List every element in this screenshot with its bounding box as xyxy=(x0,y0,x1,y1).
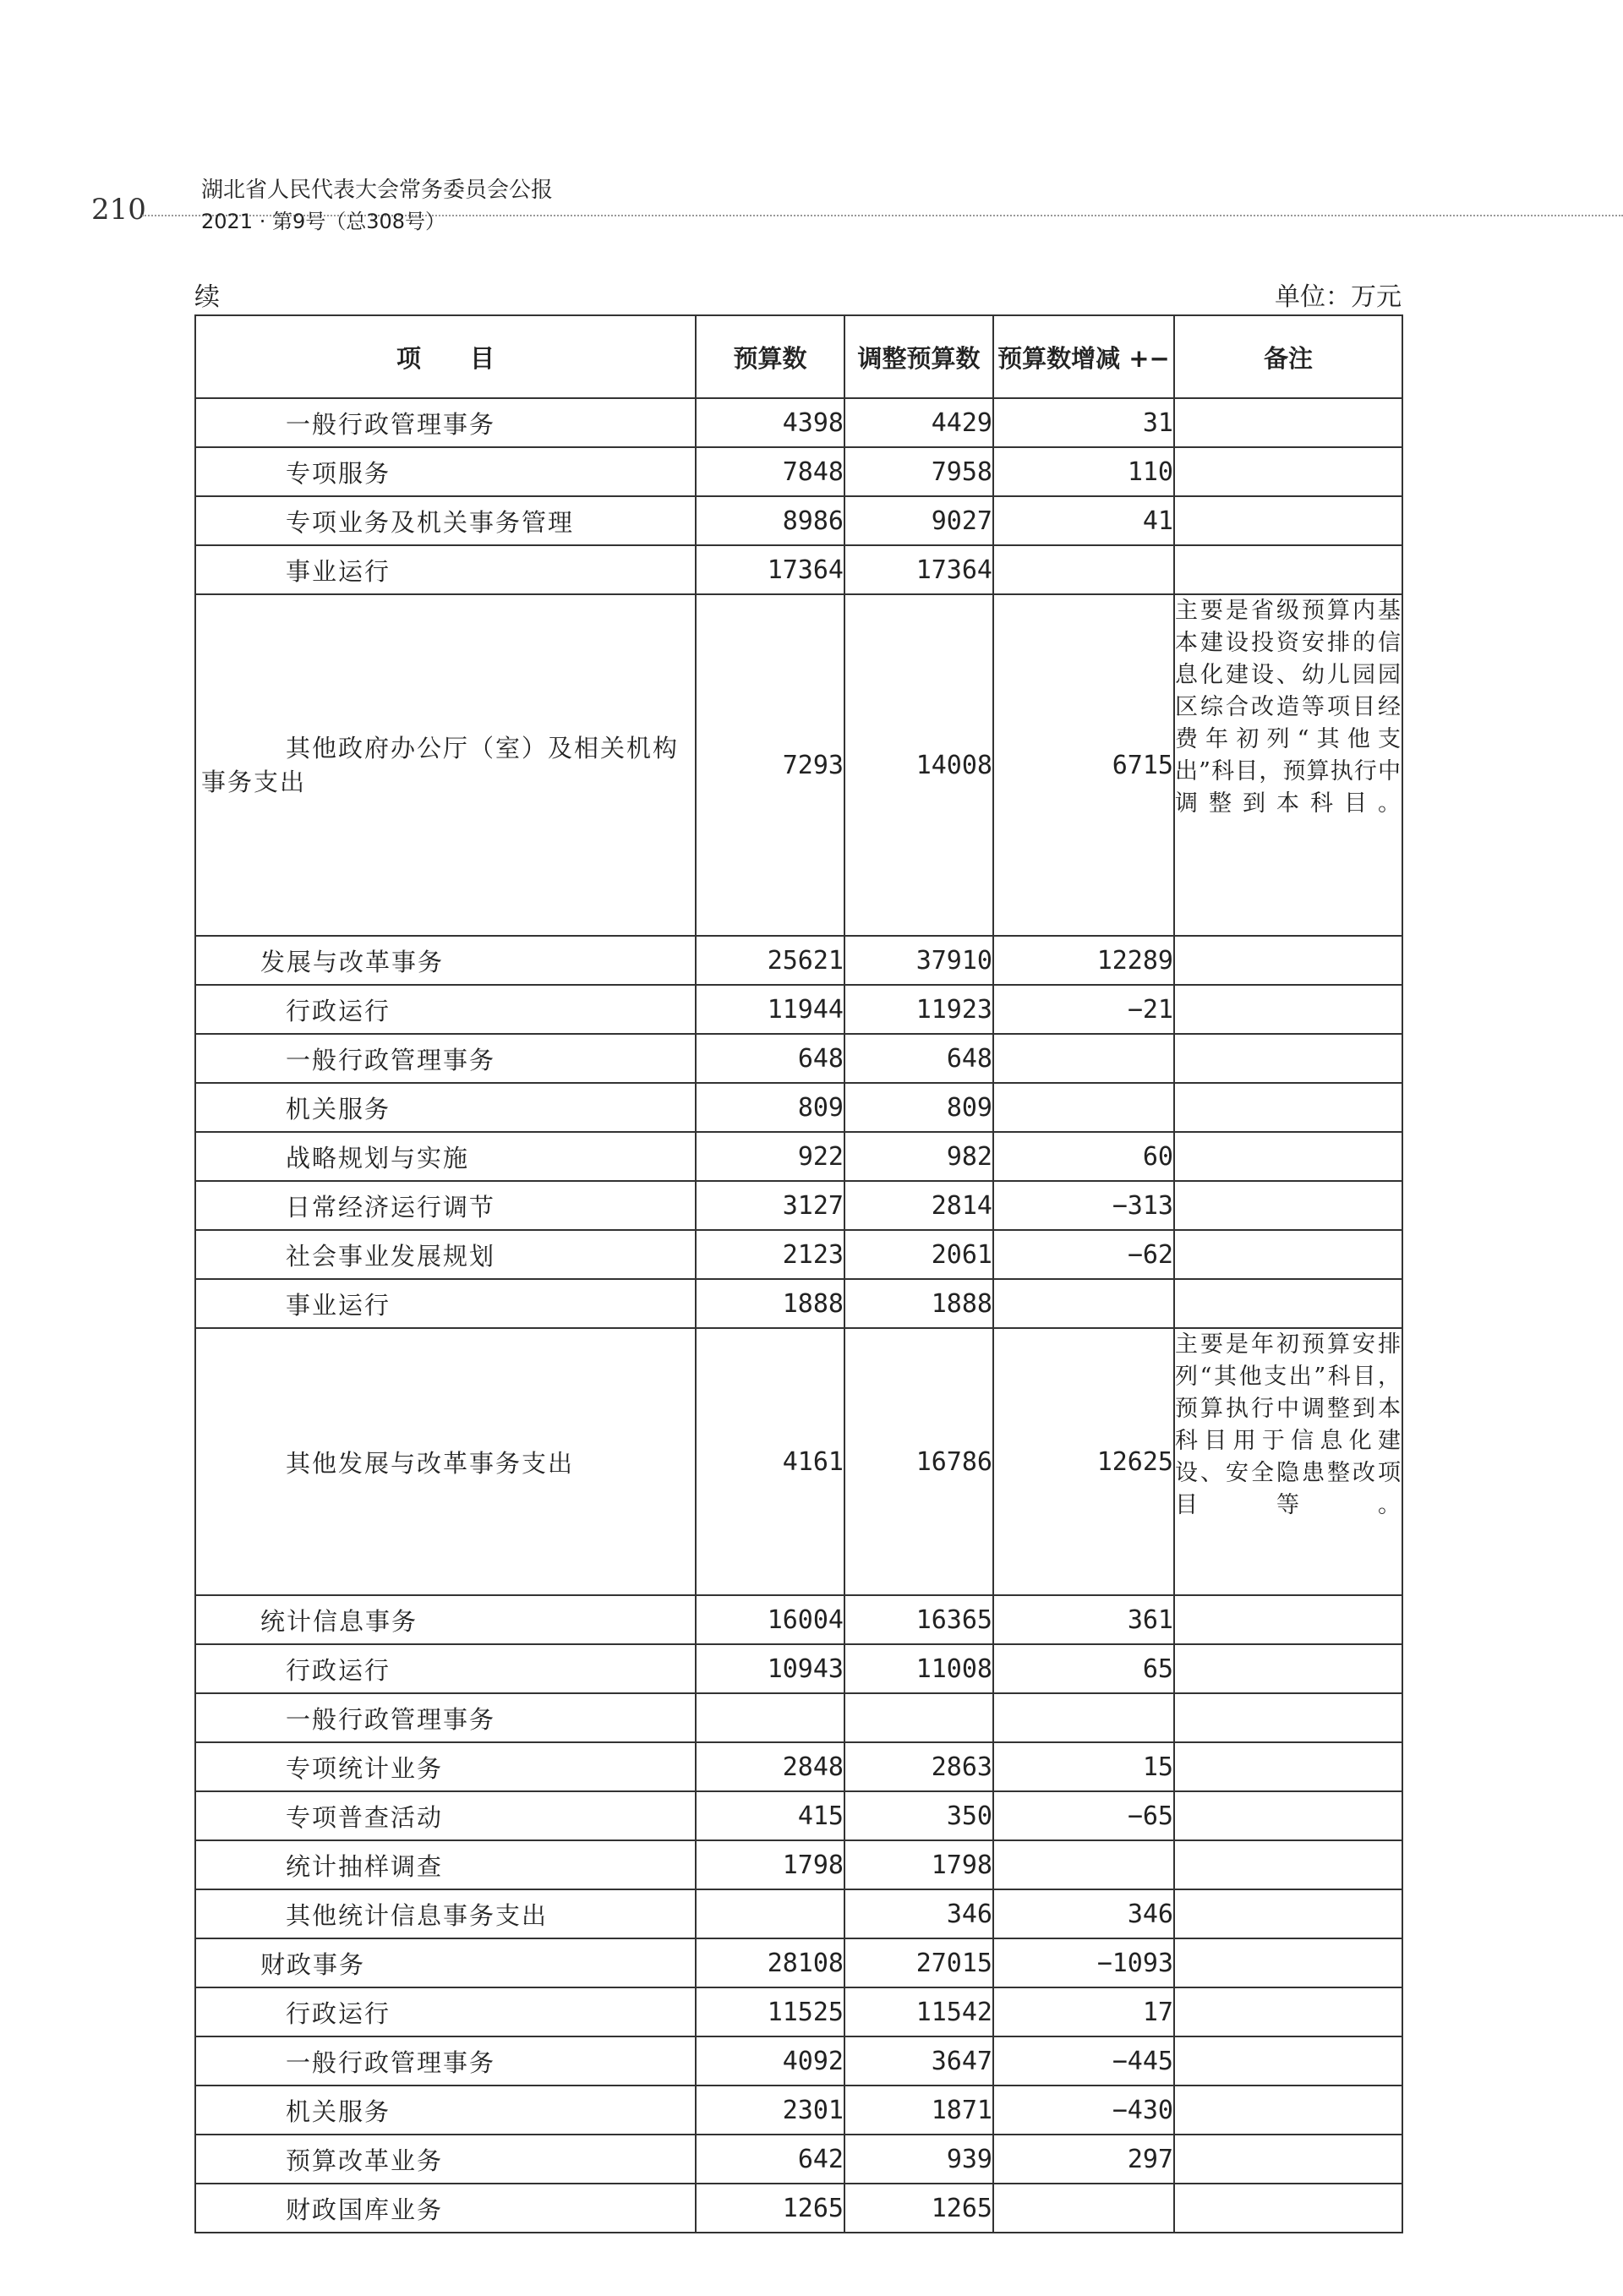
table-row xyxy=(195,2184,1402,2233)
table-row xyxy=(195,496,1402,545)
table-row xyxy=(195,1595,1402,1644)
row-adjusted-value xyxy=(844,1693,993,1742)
row-budget-value: 2123 xyxy=(696,1230,844,1279)
table-header-row xyxy=(195,315,1402,398)
row-budget-value: 1265 xyxy=(696,2184,844,2233)
row-note xyxy=(1174,1742,1402,1791)
row-item-name: 行政运行 xyxy=(195,1644,696,1693)
row-change-value: −430 xyxy=(993,2086,1174,2135)
row-note xyxy=(1174,545,1402,594)
row-adjusted-value: 1871 xyxy=(844,2086,993,2135)
row-adjusted-value: 17364 xyxy=(844,545,993,594)
row-item-name: 事业运行 xyxy=(195,1279,696,1328)
row-note xyxy=(1174,496,1402,545)
table-row xyxy=(195,1644,1402,1693)
row-item-name: 事业运行 xyxy=(195,545,696,594)
row-item-name: 一般行政管理事务 xyxy=(195,2036,696,2086)
row-item-name: 其他发展与改革事务支出 xyxy=(195,1328,696,1595)
row-item-name: 机关服务 xyxy=(195,2086,696,2135)
row-item-name: 统计抽样调查 xyxy=(195,1840,696,1889)
row-change-value: 12289 xyxy=(993,936,1174,985)
row-item-name: 行政运行 xyxy=(195,985,696,1034)
row-change-value xyxy=(993,1693,1174,1742)
row-adjusted-value: 346 xyxy=(844,1889,993,1938)
row-change-value: 65 xyxy=(993,1644,1174,1693)
table-row xyxy=(195,594,1402,936)
table-row xyxy=(195,1181,1402,1230)
row-note xyxy=(1174,2086,1402,2135)
row-item-name: 社会事业发展规划 xyxy=(195,1230,696,1279)
row-adjusted-value: 16365 xyxy=(844,1595,993,1644)
row-change-value xyxy=(993,1034,1174,1083)
row-item-name: 其他统计信息事务支出 xyxy=(195,1889,696,1938)
row-item-name: 专项普查活动 xyxy=(195,1791,696,1840)
table-row xyxy=(195,2036,1402,2086)
row-adjusted-value: 4429 xyxy=(844,398,993,447)
row-budget-value: 16004 xyxy=(696,1595,844,1644)
row-note xyxy=(1174,2135,1402,2184)
row-change-value xyxy=(993,1840,1174,1889)
row-item-name: 统计信息事务 xyxy=(195,1595,696,1644)
row-adjusted-value: 2061 xyxy=(844,1230,993,1279)
table-row xyxy=(195,545,1402,594)
table-row xyxy=(195,1230,1402,1279)
table-row xyxy=(195,1840,1402,1889)
row-item-name: 一般行政管理事务 xyxy=(195,1034,696,1083)
unit-label: 单位：万元 xyxy=(1275,282,1402,312)
row-budget-value: 2301 xyxy=(696,2086,844,2135)
row-change-value: −62 xyxy=(993,1230,1174,1279)
row-note xyxy=(1174,1595,1402,1644)
row-item-name: 日常经济运行调节 xyxy=(195,1181,696,1230)
row-budget-value: 922 xyxy=(696,1132,844,1181)
row-budget-value: 4161 xyxy=(696,1328,844,1595)
row-note xyxy=(1174,1230,1402,1279)
row-change-value: 12625 xyxy=(993,1328,1174,1595)
row-change-value: −1093 xyxy=(993,1938,1174,1987)
row-note xyxy=(1174,1034,1402,1083)
row-note xyxy=(1174,398,1402,447)
table-row xyxy=(195,1987,1402,2036)
table-row xyxy=(195,2086,1402,2135)
row-note xyxy=(1174,1938,1402,1987)
row-budget-value: 2848 xyxy=(696,1742,844,1791)
row-budget-value: 11944 xyxy=(696,985,844,1034)
publication-title: 湖北省人民代表大会常务委员会公报 xyxy=(201,178,554,203)
row-change-value xyxy=(993,1083,1174,1132)
row-note xyxy=(1174,1840,1402,1889)
row-budget-value: 809 xyxy=(696,1083,844,1132)
continued-label: 续 xyxy=(194,282,220,312)
row-adjusted-value: 2814 xyxy=(844,1181,993,1230)
table-row xyxy=(195,1938,1402,1987)
table-row xyxy=(195,2135,1402,2184)
row-change-value: 297 xyxy=(993,2135,1174,2184)
row-change-value: 17 xyxy=(993,1987,1174,2036)
row-adjusted-value: 37910 xyxy=(844,936,993,985)
row-item-name: 预算改革业务 xyxy=(195,2135,696,2184)
column-header-item: 项 目 xyxy=(195,315,696,398)
row-note xyxy=(1174,1083,1402,1132)
budget-table xyxy=(194,314,1403,2233)
row-budget-value xyxy=(696,1693,844,1742)
row-adjusted-value: 7958 xyxy=(844,447,993,496)
table-row xyxy=(195,1034,1402,1083)
row-note: 主要是省级预算内基本建设投资安排的信息化建设、幼儿园园区综合改造等项目经费年初列“其他支出”科目，预算执行中调整到本科目。 xyxy=(1174,594,1402,936)
row-item-name: 战略规划与实施 xyxy=(195,1132,696,1181)
row-note xyxy=(1174,447,1402,496)
row-change-value: −445 xyxy=(993,2036,1174,2086)
table-row xyxy=(195,1132,1402,1181)
page-number: 210 xyxy=(91,193,146,227)
table-body xyxy=(195,398,1402,2233)
row-item-name: 专项统计业务 xyxy=(195,1742,696,1791)
row-item-name: 发展与改革事务 xyxy=(195,936,696,985)
row-change-value: 31 xyxy=(993,398,1174,447)
row-change-value: 361 xyxy=(993,1595,1174,1644)
row-item-name: 行政运行 xyxy=(195,1987,696,2036)
table-row xyxy=(195,398,1402,447)
row-item-name: 一般行政管理事务 xyxy=(195,1693,696,1742)
table-row xyxy=(195,985,1402,1034)
column-header-adjusted: 调整预算数 xyxy=(844,315,993,398)
row-adjusted-value: 1798 xyxy=(844,1840,993,1889)
row-item-name: 专项业务及机关事务管理 xyxy=(195,496,696,545)
row-budget-value: 25621 xyxy=(696,936,844,985)
publication-issue: 2021 · 第9号（总308号） xyxy=(201,210,446,233)
row-budget-value: 1888 xyxy=(696,1279,844,1328)
row-change-value xyxy=(993,2184,1174,2233)
table-row xyxy=(195,447,1402,496)
row-note xyxy=(1174,1693,1402,1742)
row-budget-value xyxy=(696,1889,844,1938)
row-note xyxy=(1174,2184,1402,2233)
row-item-name: 机关服务 xyxy=(195,1083,696,1132)
row-note xyxy=(1174,1132,1402,1181)
row-change-value: 346 xyxy=(993,1889,1174,1938)
row-note xyxy=(1174,1279,1402,1328)
row-change-value: −21 xyxy=(993,985,1174,1034)
row-change-value: 41 xyxy=(993,496,1174,545)
table-row xyxy=(195,1791,1402,1840)
row-adjusted-value: 648 xyxy=(844,1034,993,1083)
row-adjusted-value: 27015 xyxy=(844,1938,993,1987)
row-item-name: 其他政府办公厅（室）及相关机构事务支出 xyxy=(195,594,696,936)
row-note xyxy=(1174,1644,1402,1693)
row-change-value xyxy=(993,1279,1174,1328)
row-adjusted-value: 1265 xyxy=(844,2184,993,2233)
row-change-value: 60 xyxy=(993,1132,1174,1181)
row-adjusted-value: 3647 xyxy=(844,2036,993,2086)
row-budget-value: 1798 xyxy=(696,1840,844,1889)
table-row xyxy=(195,1083,1402,1132)
row-adjusted-value: 939 xyxy=(844,2135,993,2184)
row-note xyxy=(1174,936,1402,985)
table-row xyxy=(195,1693,1402,1742)
row-change-value: 15 xyxy=(993,1742,1174,1791)
row-item-name: 财政国库业务 xyxy=(195,2184,696,2233)
row-adjusted-value: 2863 xyxy=(844,1742,993,1791)
row-budget-value: 8986 xyxy=(696,496,844,545)
row-budget-value: 7293 xyxy=(696,594,844,936)
row-budget-value: 10943 xyxy=(696,1644,844,1693)
row-change-value: 6715 xyxy=(993,594,1174,936)
row-budget-value: 3127 xyxy=(696,1181,844,1230)
row-change-value: −65 xyxy=(993,1791,1174,1840)
row-note xyxy=(1174,1889,1402,1938)
row-adjusted-value: 16786 xyxy=(844,1328,993,1595)
table-row xyxy=(195,1742,1402,1791)
column-header-budget: 预算数 xyxy=(696,315,844,398)
table-row xyxy=(195,1279,1402,1328)
row-budget-value: 4398 xyxy=(696,398,844,447)
row-budget-value: 11525 xyxy=(696,1987,844,2036)
row-adjusted-value: 982 xyxy=(844,1132,993,1181)
row-change-value: 110 xyxy=(993,447,1174,496)
row-budget-value: 7848 xyxy=(696,447,844,496)
column-header-change: 预算数增减 +− xyxy=(993,315,1174,398)
row-item-name: 一般行政管理事务 xyxy=(195,398,696,447)
row-note xyxy=(1174,1181,1402,1230)
row-adjusted-value: 11008 xyxy=(844,1644,993,1693)
row-budget-value: 648 xyxy=(696,1034,844,1083)
row-adjusted-value: 1888 xyxy=(844,1279,993,1328)
row-budget-value: 642 xyxy=(696,2135,844,2184)
row-note xyxy=(1174,985,1402,1034)
row-adjusted-value: 14008 xyxy=(844,594,993,936)
row-adjusted-value: 11923 xyxy=(844,985,993,1034)
table-row xyxy=(195,936,1402,985)
row-budget-value: 28108 xyxy=(696,1938,844,1987)
row-adjusted-value: 350 xyxy=(844,1791,993,1840)
row-budget-value: 4092 xyxy=(696,2036,844,2086)
row-note xyxy=(1174,2036,1402,2086)
row-change-value: −313 xyxy=(993,1181,1174,1230)
column-header-note: 备注 xyxy=(1174,315,1402,398)
row-note: 主要是年初预算安排列“其他支出”科目，预算执行中调整到本科目用于信息化建设、安全隐患整改项目等。 xyxy=(1174,1328,1402,1595)
table-row xyxy=(195,1889,1402,1938)
row-budget-value: 415 xyxy=(696,1791,844,1840)
row-budget-value: 17364 xyxy=(696,545,844,594)
row-adjusted-value: 9027 xyxy=(844,496,993,545)
table-row xyxy=(195,1328,1402,1595)
row-adjusted-value: 11542 xyxy=(844,1987,993,2036)
row-note xyxy=(1174,1987,1402,2036)
row-note xyxy=(1174,1791,1402,1840)
row-change-value xyxy=(993,545,1174,594)
row-item-name: 专项服务 xyxy=(195,447,696,496)
row-adjusted-value: 809 xyxy=(844,1083,993,1132)
row-item-name: 财政事务 xyxy=(195,1938,696,1987)
